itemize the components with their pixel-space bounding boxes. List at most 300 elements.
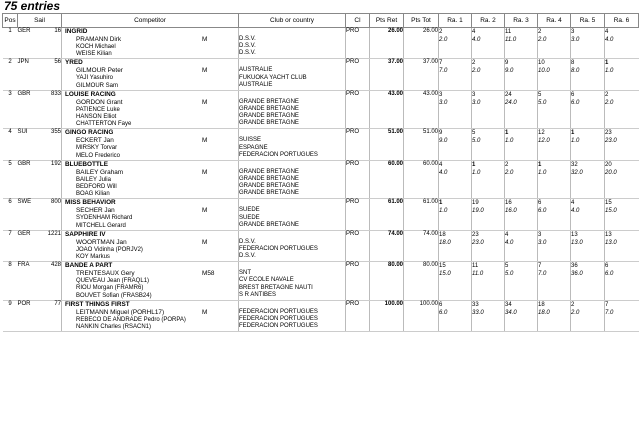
race-place: 3 xyxy=(571,29,575,35)
race-place: 15 xyxy=(439,263,446,270)
race-3-cell xyxy=(505,300,538,331)
nation-cell xyxy=(18,262,38,301)
race-score: 1.0 xyxy=(571,138,580,145)
race-5-cell xyxy=(571,129,605,160)
crew-member xyxy=(62,285,238,292)
points-retained-cell xyxy=(370,59,404,90)
race-score: 11.0 xyxy=(505,37,517,43)
header-pts-ret: Pts Ret xyxy=(370,14,404,28)
points-total: 100.00 xyxy=(419,300,438,307)
table-row xyxy=(3,160,639,199)
race-6-cell xyxy=(605,300,639,331)
sail-number: 77 xyxy=(54,300,61,307)
club-name: SUEDE xyxy=(239,214,260,221)
race-score: 3.0 xyxy=(472,99,481,106)
club-name: FEDERACION PORTUGUES xyxy=(239,316,318,323)
nation-cell xyxy=(18,129,38,160)
race-score: 13.0 xyxy=(571,239,583,246)
crew-gender: M58 xyxy=(202,270,215,278)
race-4-cell xyxy=(538,230,571,261)
race-place: 2 xyxy=(439,29,443,35)
crew-name: PRAMANN Dirk xyxy=(76,36,122,43)
race-score: 9.0 xyxy=(439,138,448,145)
race-score: 32.0 xyxy=(571,169,583,176)
race-score: 4.0 xyxy=(571,208,580,215)
crew-gender: M xyxy=(202,207,208,215)
points-total-cell xyxy=(404,230,439,261)
race-6-cell xyxy=(605,160,639,199)
club-name: GRANDE BRETAGNE xyxy=(239,106,299,113)
sail-number-cell xyxy=(38,28,62,59)
sail-number: 56 xyxy=(54,59,61,66)
sail-number: 833 xyxy=(50,90,61,97)
points-total: 51.00 xyxy=(422,129,438,136)
race-place: 3 xyxy=(538,231,542,238)
race-place: 11 xyxy=(505,29,512,35)
race-place: 9 xyxy=(439,130,443,137)
race-place: 18 xyxy=(538,301,545,308)
skipper xyxy=(62,270,238,278)
crew-member xyxy=(62,51,238,58)
nation-cell xyxy=(18,90,38,129)
crew-member xyxy=(62,247,238,254)
crew-gender: M xyxy=(202,67,208,75)
race-score: 6.0 xyxy=(571,99,580,106)
header-race-4: Ra. 4 xyxy=(538,14,571,28)
race-score: 2.0 xyxy=(472,68,481,75)
header-race-3: Ra. 3 xyxy=(505,14,538,28)
nation-code: FRA xyxy=(17,262,30,269)
race-1-cell xyxy=(439,129,472,160)
club-name: AUSTRALIE xyxy=(239,67,273,74)
race-score: 33.0 xyxy=(472,309,484,316)
race-score: 13.0 xyxy=(605,239,617,246)
race-score: 18.0 xyxy=(538,309,550,316)
race-place: 32 xyxy=(571,161,578,168)
nation-cell xyxy=(18,59,38,90)
nation-cell xyxy=(18,300,38,331)
sail-number-cell xyxy=(38,160,62,199)
race-score: 3.0 xyxy=(538,239,547,246)
race-2-cell xyxy=(472,262,505,301)
race-place: 23 xyxy=(605,130,612,137)
race-1-cell xyxy=(439,90,472,129)
crew-name: CHATTERTON Faye xyxy=(76,121,132,128)
class-code: PRO xyxy=(346,199,360,206)
table-row xyxy=(3,230,639,261)
race-score: 7.0 xyxy=(439,68,448,75)
club-name: GRANDE BRETAGNE xyxy=(239,168,299,175)
crew-name: KOCH Michael xyxy=(76,44,116,50)
race-place: 1 xyxy=(472,161,476,168)
race-5-cell xyxy=(571,300,605,331)
competitor-cell xyxy=(62,262,239,301)
club-name: GRANDE BRETAGNE xyxy=(239,113,299,120)
race-place: 24 xyxy=(505,91,512,98)
crew-name: RIOU Morgan (FRAMR6) xyxy=(76,285,144,292)
race-place: 4 xyxy=(605,29,609,35)
race-5-cell xyxy=(571,160,605,199)
race-score: 7.0 xyxy=(605,309,614,316)
race-4-cell xyxy=(538,28,571,59)
club-name: D.S.V. xyxy=(239,253,256,260)
race-6-cell xyxy=(605,90,639,129)
position-cell xyxy=(3,59,18,90)
race-score: 2.0 xyxy=(605,99,614,106)
race-2-cell xyxy=(472,160,505,199)
crew-name: SECHER Jan xyxy=(76,207,115,215)
race-place: 6 xyxy=(439,301,443,308)
skipper xyxy=(62,169,238,177)
race-place: 3 xyxy=(439,91,443,98)
skipper xyxy=(62,207,238,215)
table-row xyxy=(3,90,639,129)
table-row xyxy=(3,59,639,90)
race-3-cell xyxy=(505,28,538,59)
sail-number-cell xyxy=(38,300,62,331)
sail-number-cell xyxy=(38,230,62,261)
points-retained: 80.00 xyxy=(387,262,403,269)
competitor-cell xyxy=(62,199,239,230)
race-score: 11.0 xyxy=(472,271,484,278)
race-4-cell xyxy=(538,59,571,90)
race-place: 3 xyxy=(472,91,476,98)
competitor-cell xyxy=(62,59,239,90)
race-score: 8.0 xyxy=(571,68,580,75)
race-6-cell xyxy=(605,129,639,160)
boat-name: BLUEBOTTLE xyxy=(65,160,108,168)
race-place: 2 xyxy=(605,91,609,98)
crew-member xyxy=(62,121,238,128)
race-place: 7 xyxy=(538,263,542,270)
nation-code: GER xyxy=(17,28,31,34)
class-cell xyxy=(346,262,370,301)
nation-code: SUI xyxy=(17,129,28,136)
race-place: 2 xyxy=(538,29,542,35)
race-1-cell xyxy=(439,262,472,301)
race-1-cell xyxy=(439,230,472,261)
position: 4 xyxy=(8,129,12,136)
sail-number: 16 xyxy=(54,28,61,34)
class-cell xyxy=(346,90,370,129)
competitor-cell xyxy=(62,28,239,59)
club-cell xyxy=(239,59,346,90)
nation-cell xyxy=(18,199,38,230)
race-5-cell xyxy=(571,199,605,230)
race-score: 4.0 xyxy=(605,37,614,43)
boat-name: GINGO RACING xyxy=(65,129,114,137)
race-6-cell xyxy=(605,28,639,59)
header-race-5: Ra. 5 xyxy=(571,14,605,28)
crew-member xyxy=(62,191,238,198)
crew-name: BAILEY Julia xyxy=(76,176,111,183)
sail-number-cell xyxy=(38,59,62,90)
crew-name: SYDENHAM Richard xyxy=(76,215,133,222)
points-retained-cell xyxy=(370,28,404,59)
class-cell xyxy=(346,160,370,199)
points-retained: 74.00 xyxy=(387,230,403,237)
race-place: 23 xyxy=(472,231,479,238)
race-2-cell xyxy=(472,230,505,261)
race-4-cell xyxy=(538,129,571,160)
club-name: GRANDE BRETAGNE xyxy=(239,98,299,105)
class-code: PRO xyxy=(346,262,360,269)
position: 5 xyxy=(8,160,12,167)
race-score: 1.0 xyxy=(472,169,481,176)
points-retained-cell xyxy=(370,262,404,301)
race-6-cell xyxy=(605,59,639,90)
crew-name: KOY Markus xyxy=(76,254,110,261)
crew-name: NANKIN Charles (RSACN1) xyxy=(76,324,152,331)
class-cell xyxy=(346,129,370,160)
position: 3 xyxy=(8,90,12,97)
race-score: 4.0 xyxy=(439,169,448,176)
race-place: 5 xyxy=(538,91,542,98)
crew-gender: M xyxy=(202,36,208,43)
race-place: 1 xyxy=(538,161,542,168)
race-5-cell xyxy=(571,28,605,59)
points-total-cell xyxy=(404,59,439,90)
club-cell xyxy=(239,129,346,160)
points-retained: 61.00 xyxy=(387,199,403,206)
nation-cell xyxy=(18,28,38,59)
club-name: D.S.V. xyxy=(239,50,256,57)
nation-code: GER xyxy=(17,230,31,237)
class-cell xyxy=(346,28,370,59)
crew-member xyxy=(62,293,238,300)
competitor-cell xyxy=(62,129,239,160)
race-score: 2.0 xyxy=(505,169,514,176)
competitor-cell xyxy=(62,160,239,199)
crew-name: REBECO DE ANDRADE Pedro (PORPA) xyxy=(76,316,186,323)
race-score: 2.0 xyxy=(571,309,580,316)
crew-member xyxy=(62,153,238,160)
race-5-cell xyxy=(571,262,605,301)
crew-name: HANSON Elliot xyxy=(76,114,117,121)
club-cell xyxy=(239,90,346,129)
skipper xyxy=(62,36,238,44)
race-1-cell xyxy=(439,199,472,230)
race-place: 36 xyxy=(571,263,578,270)
race-place: 19 xyxy=(472,200,479,207)
club-name: D.S.V. xyxy=(239,238,256,245)
crew-gender: M xyxy=(202,137,208,145)
race-score: 3.0 xyxy=(439,99,448,106)
skipper xyxy=(62,99,238,107)
competitor-cell xyxy=(62,90,239,129)
race-place: 11 xyxy=(472,263,479,270)
points-total: 43.00 xyxy=(422,90,438,97)
points-total: 80.00 xyxy=(422,262,438,269)
race-1-cell xyxy=(439,28,472,59)
crew-name: GILMOUR Peter xyxy=(76,67,123,75)
class-cell xyxy=(346,230,370,261)
points-total: 60.00 xyxy=(422,160,438,167)
header-pos: Pos xyxy=(3,14,18,28)
results-body xyxy=(3,28,639,332)
race-place: 34 xyxy=(505,301,512,308)
race-3-cell xyxy=(505,262,538,301)
race-place: 4 xyxy=(472,29,476,35)
crew-name: WEISE Kilian xyxy=(76,51,112,58)
points-total-cell xyxy=(404,199,439,230)
club-name: SUISSE xyxy=(239,137,262,144)
race-place: 20 xyxy=(605,161,612,168)
club-name: GRANDE BRETAGNE xyxy=(239,190,299,197)
race-place: 2 xyxy=(472,60,476,67)
sail-number-cell xyxy=(38,129,62,160)
results-table xyxy=(2,13,639,332)
crew-member xyxy=(62,145,238,152)
crew-name: PATIENCE Luke xyxy=(76,106,120,113)
crew-name: BOUVET Sofian (FRASB24) xyxy=(76,292,152,299)
header-race-1: Ra. 1 xyxy=(439,14,472,28)
sail-number-cell xyxy=(38,90,62,129)
points-total-cell xyxy=(404,262,439,301)
header-cl: Cl xyxy=(346,14,370,28)
nation-code: JPN xyxy=(17,59,29,66)
club-name: FEDERACION PORTUGUES xyxy=(239,246,318,253)
race-score: 6.0 xyxy=(538,208,547,215)
race-2-cell xyxy=(472,90,505,129)
page-title: 75 entries xyxy=(4,0,61,13)
class-code: PRO xyxy=(346,28,360,34)
boat-name: LOUISE RACING xyxy=(65,90,116,98)
position-cell xyxy=(3,160,18,199)
race-4-cell xyxy=(538,300,571,331)
race-score: 5.0 xyxy=(505,271,514,278)
nation-code: SWE xyxy=(17,199,32,206)
race-score: 15.0 xyxy=(439,271,451,278)
race-3-cell xyxy=(505,59,538,90)
sail-number: 1221 xyxy=(47,230,61,237)
race-score: 34.0 xyxy=(505,309,517,316)
crew-name: LEITMANN Miguel (PORHL17) xyxy=(76,308,165,316)
sail-number: 428 xyxy=(50,262,61,269)
race-score: 6.0 xyxy=(605,271,614,278)
table-row xyxy=(3,262,639,301)
race-score: 15.0 xyxy=(605,208,617,215)
table-row xyxy=(3,300,639,331)
crew-name: JOAO Vidinha (PORJV2) xyxy=(76,246,143,253)
club-name: GRANDE BRETAGNE xyxy=(239,183,299,190)
nation-cell xyxy=(18,230,38,261)
points-total-cell xyxy=(404,160,439,199)
race-score: 12.0 xyxy=(538,138,550,145)
race-6-cell xyxy=(605,230,639,261)
crew-member xyxy=(62,75,238,82)
club-name: AUSTRALIE xyxy=(239,81,273,88)
crew-name: TRENTESAUX Gery xyxy=(76,270,135,278)
crew-name: GORDON Grant xyxy=(76,98,123,106)
race-score: 4.0 xyxy=(505,239,514,246)
race-score: 4.0 xyxy=(472,37,481,43)
race-1-cell xyxy=(439,300,472,331)
class-code: PRO xyxy=(346,230,360,237)
position-cell xyxy=(3,262,18,301)
race-place: 4 xyxy=(439,161,443,168)
header-row xyxy=(3,14,639,28)
race-3-cell xyxy=(505,90,538,129)
club-cell xyxy=(239,160,346,199)
skipper xyxy=(62,239,238,247)
club-cell xyxy=(239,300,346,331)
race-2-cell xyxy=(472,59,505,90)
sail-number: 800 xyxy=(50,199,61,206)
crew-gender: M xyxy=(202,308,208,316)
crew-member xyxy=(62,184,238,191)
crew-name: BOAG Kilian xyxy=(76,191,110,198)
race-place: 33 xyxy=(472,301,479,308)
race-place: 13 xyxy=(605,231,612,238)
points-total: 26.00 xyxy=(422,28,438,34)
skipper xyxy=(62,309,238,317)
header-competitor: Competitor xyxy=(62,14,239,28)
points-total-cell xyxy=(404,28,439,59)
class-code: PRO xyxy=(346,59,360,66)
race-place: 6 xyxy=(571,91,575,98)
points-total: 61.00 xyxy=(422,199,438,206)
race-score: 36.0 xyxy=(571,271,583,278)
nation-code: POR xyxy=(17,300,31,307)
position-cell xyxy=(3,230,18,261)
race-place: 1 xyxy=(505,130,509,137)
crew-name: GILMOUR Sam xyxy=(76,82,119,89)
race-5-cell xyxy=(571,90,605,129)
boat-name: BANDE A PART xyxy=(65,262,113,270)
crew-member xyxy=(62,114,238,121)
nation-cell xyxy=(18,160,38,199)
nation-code: GBR xyxy=(17,160,31,167)
club-name: GRANDE BRETAGNE xyxy=(239,221,299,228)
race-6-cell xyxy=(605,262,639,301)
race-score: 1.0 xyxy=(505,138,514,145)
race-place: 9 xyxy=(505,60,509,67)
club-name: D.S.V. xyxy=(239,36,256,42)
crew-member xyxy=(62,215,238,222)
points-retained-cell xyxy=(370,230,404,261)
club-cell xyxy=(239,230,346,261)
race-place: 6 xyxy=(538,200,542,207)
boat-name: YRED xyxy=(65,59,83,67)
race-place: 2 xyxy=(505,161,509,168)
sail-number-cell xyxy=(38,199,62,230)
race-place: 2 xyxy=(571,301,575,308)
club-name: FEDERACION PORTUGUES xyxy=(239,323,318,330)
race-score: 20.0 xyxy=(605,169,617,176)
class-code: PRO xyxy=(346,300,360,307)
points-retained: 51.00 xyxy=(387,129,403,136)
position: 7 xyxy=(8,230,12,237)
club-name: SUEDE xyxy=(239,207,260,214)
position-cell xyxy=(3,300,18,331)
points-retained-cell xyxy=(370,160,404,199)
class-cell xyxy=(346,59,370,90)
sail-number-cell xyxy=(38,262,62,301)
crew-name: QUEVEAU Jean (FRAQL1) xyxy=(76,278,150,285)
race-place: 18 xyxy=(439,231,446,238)
crew-name: MELO Frederico xyxy=(76,152,121,159)
points-retained: 60.00 xyxy=(387,160,403,167)
crew-name: BAILEY Graham xyxy=(76,168,124,176)
position: 2 xyxy=(8,59,12,66)
crew-member xyxy=(62,107,238,114)
crew-member xyxy=(62,223,238,230)
club-name: GRANDE BRETAGNE xyxy=(239,176,299,183)
race-4-cell xyxy=(538,160,571,199)
crew-member xyxy=(62,44,238,51)
race-place: 4 xyxy=(505,231,509,238)
